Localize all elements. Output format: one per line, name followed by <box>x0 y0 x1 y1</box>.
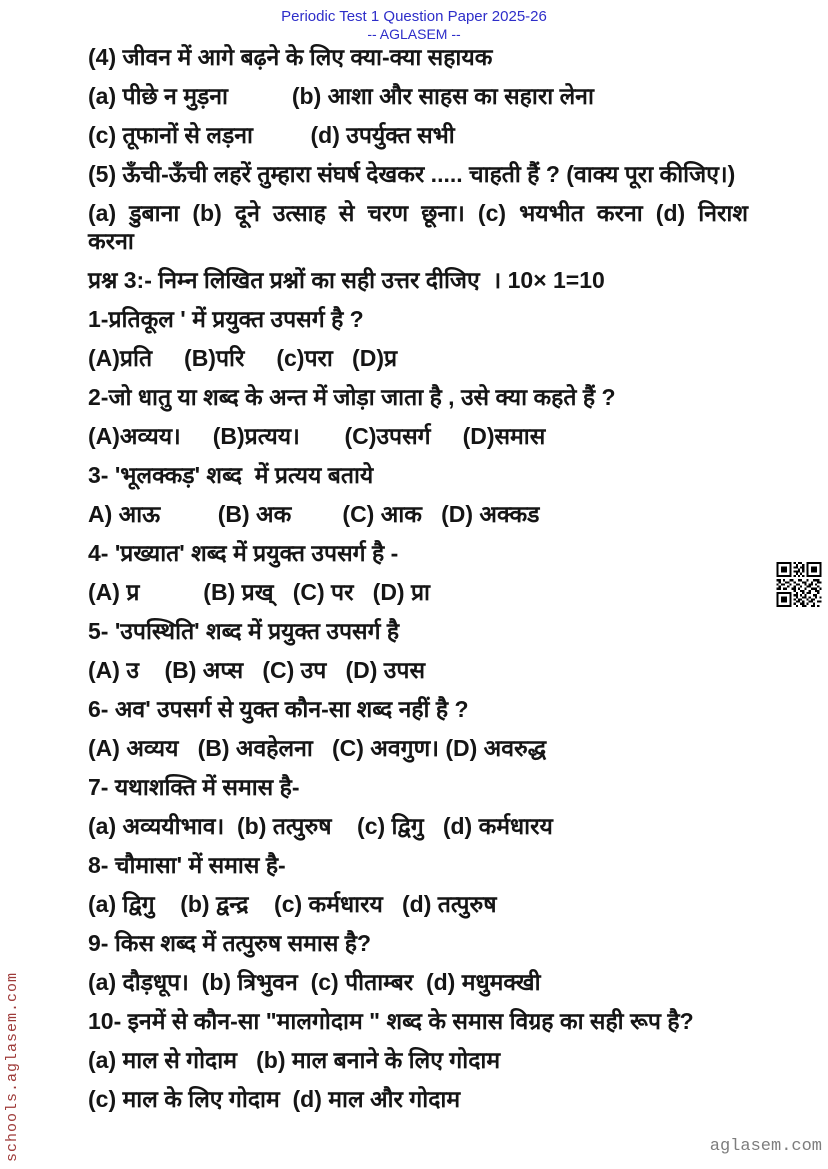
mcq1-question: 1-प्रतिकूल ' में प्रयुक्त उपसर्ग है ? <box>88 306 364 332</box>
mcq4-options: (A) प्र (B) प्रख् (C) पर (D) प्रा <box>88 579 431 605</box>
q5-options-line1: (a) डुबाना (b) दूने उत्साह से चरण छूना। (c) भयभीत करना (d) निराश <box>88 200 748 226</box>
mcq7-options: (a) अव्ययीभाव। (b) तत्पुरुष (c) द्विगु (d) कर्मधारय <box>88 813 553 839</box>
mcq6-question: 6- अव' उपसर्ग से युक्त कौन-सा शब्द नहीं है ? <box>88 696 469 722</box>
page-subtitle: -- AGLASEM -- <box>367 26 461 42</box>
mcq8-options: (a) द्विगु (b) द्वन्द्र (c) कर्मधारय (d) तत्पुरुष <box>88 891 497 917</box>
mcq10-question: 10- इनमें से कौन-सा "मालगोदाम " शब्द के समास विग्रह का सही रूप है? <box>88 1008 694 1034</box>
mcq4-question: 4- 'प्रख्यात' शब्द में प्रयुक्त उपसर्ग है - <box>88 540 399 566</box>
qr-code-icon <box>775 562 823 607</box>
document-body <box>88 44 748 1125</box>
mcq5-question: 5- 'उपस्थिति' शब्द में प्रयुक्त उपसर्ग है <box>88 618 400 644</box>
left-vertical-watermark: schools.aglasem.com <box>4 971 21 1162</box>
mcq2-options: (A)अव्यय। (B)प्रत्यय। (C)उपसर्ग (D)समास <box>88 423 546 449</box>
section3-heading-text: प्रश्न 3:- निम्न लिखित प्रश्नों का सही उत्तर दीजिए । <box>88 267 508 293</box>
page-title: Periodic Test 1 Question Paper 2025-26 <box>281 8 547 25</box>
mcq8-question: 8- चौमासा' में समास है- <box>88 852 286 878</box>
mcq3-options: A) आऊ (B) अक (C) आक (D) अक्कड <box>88 501 540 527</box>
mcq9-options: (a) दौड़धूप। (b) त्रिभुवन (c) पीताम्बर (d) मधुमक्खी <box>88 969 541 995</box>
q4-question: (4) जीवन में आगे बढ़ने के लिए क्या-क्या सहायक <box>88 44 493 70</box>
section3-marks-scheme: 10× 1=10 <box>507 267 605 293</box>
mcq9-question: 9- किस शब्द में तत्पुरुष समास है? <box>88 930 372 956</box>
q5-options-line2: करना <box>88 228 134 254</box>
q5-question: (5) ऊँची-ऊँची लहरें तुम्हारा संघर्ष देखकर ..... चाहती हैं ? (वाक्य पूरा कीजिए।) <box>88 161 736 187</box>
mcq3-question: 3- 'भूलक्कड़' शब्द में प्रत्यय बताये <box>88 462 374 488</box>
bottom-right-watermark: aglasem.com <box>709 1137 822 1156</box>
mcq5-options: (A) उ (B) अप्स (C) उप (D) उपस <box>88 657 426 683</box>
section3-heading <box>88 267 748 293</box>
mcq10-options-cd: (c) माल के लिए गोदाम (d) माल और गोदाम <box>88 1086 461 1112</box>
page-header <box>0 8 828 42</box>
mcq1-options: (A)प्रति (B)परि (c)परा (D)प्र <box>88 345 398 371</box>
mcq6-options: (A) अव्यय (B) अवहेलना (C) अवगुण। (D) अवरुद्ध <box>88 735 547 761</box>
mcq10-options-ab: (a) माल से गोदाम (b) माल बनाने के लिए गोदाम <box>88 1047 501 1073</box>
q4-options-cd: (c) तूफानों से लड़ना (d) उपर्युक्त सभी <box>88 122 455 148</box>
mcq2-question: 2-जो धातु या शब्द के अन्त में जोड़ा जाता है , उसे क्या कहते हैं ? <box>88 384 616 410</box>
q4-options-ab: (a) पीछे न मुड़ना (b) आशा और साहस का सहारा लेना <box>88 83 594 109</box>
mcq7-question: 7- यथाशक्ति में समास है- <box>88 774 300 800</box>
